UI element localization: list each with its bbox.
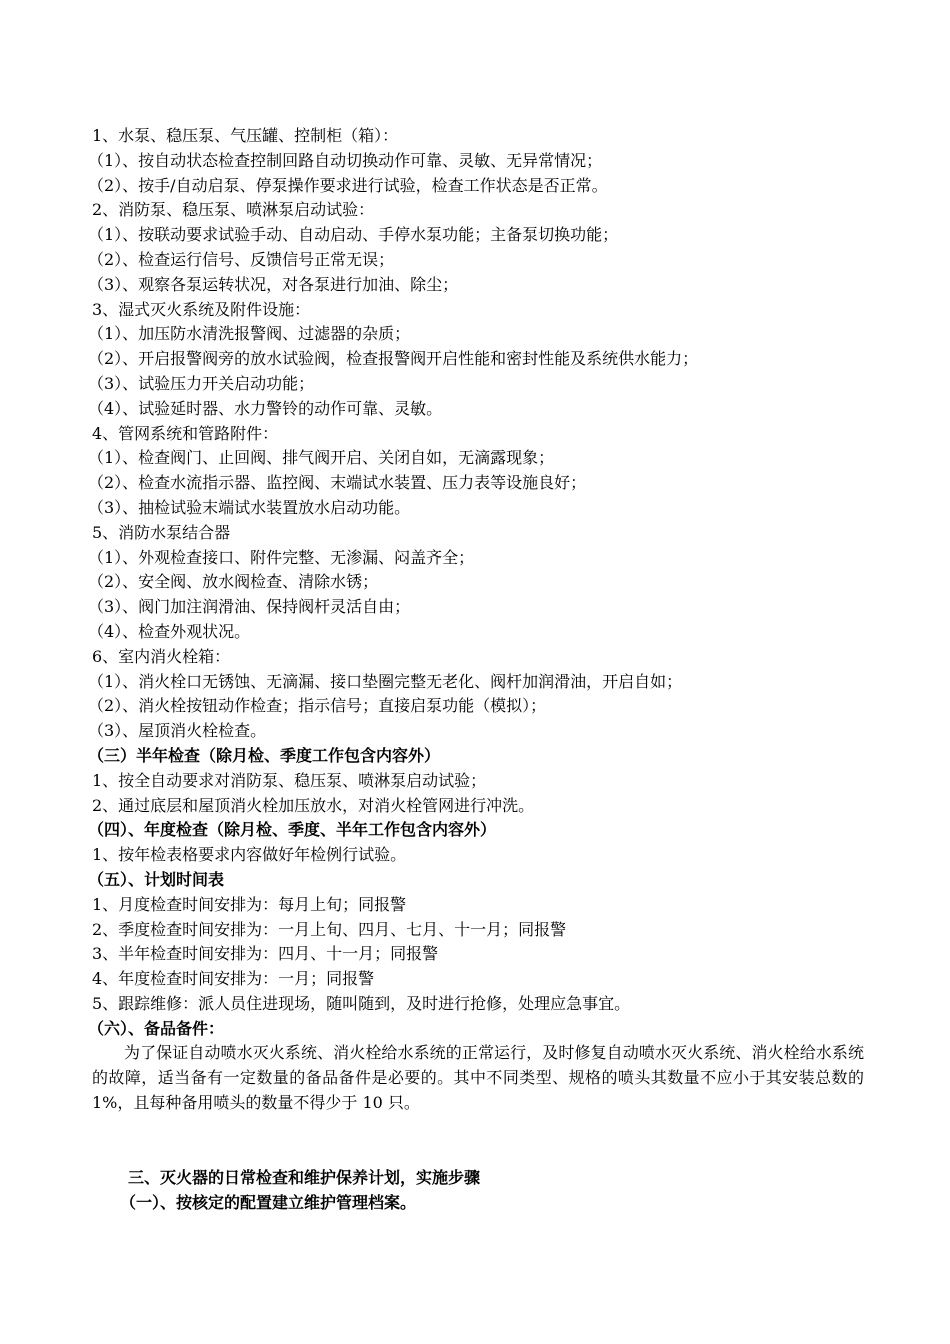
sub-item-line: （1）、加压防水清洗报警阀、过滤器的杂质； (88, 324, 411, 344)
document-body (88, 124, 864, 1116)
section-heading: （三）半年检查（除月检、季度工作包含内容外） (88, 745, 441, 765)
item-line: 3、湿式灭火系统及附件设施： (92, 299, 311, 319)
sub-item-line: （2）、检查运行信号、反馈信号正常无误； (88, 249, 395, 269)
item-line: 2、消防泵、稳压泵、喷淋泵启动试验： (92, 200, 375, 220)
sub-item-line: （1）、按自动状态检查控制回路自动切换动作可靠、灵敏、无异常情况； (88, 150, 603, 170)
item-line: 1、按全自动要求对消防泵、稳压泵、喷淋泵启动试验； (92, 770, 487, 790)
section-title: 三、灭火器的日常检查和维护保养计划，实施步骤 (128, 1168, 481, 1187)
sub-item-line: （3）、屋顶消火栓检查。 (88, 721, 267, 741)
section-heading: （五）、计划时间表 (88, 869, 225, 889)
item-line: 4、管网系统和管路附件： (92, 423, 279, 443)
section-three (120, 1166, 868, 1216)
section-heading: （六）、备品备件： (88, 1018, 225, 1038)
sub-item-line: （3）、观察各泵运转状况，对各泵进行加油、除尘； (88, 274, 459, 294)
sub-item-line: （1）、按联动要求试验手动、自动启动、手停水泵功能；主备泵切换功能； (88, 225, 619, 245)
sub-item-line: （4）、试验延时器、水力警铃的动作可靠、灵敏。 (88, 398, 443, 418)
item-line: 5、跟踪维修：派人员住进现场，随叫随到，及时进行抢修，处理应急事宜。 (92, 993, 631, 1013)
sub-item-line: （1）、检查阀门、止回阀、排气阀开启、关闭自如，无滴露现象； (88, 448, 555, 468)
sub-item-line: （4）、检查外观状况。 (88, 621, 251, 641)
sub-item-line: （2）、按手/自动启泵、停泵操作要求进行试验，检查工作状态是否正常。 (88, 175, 608, 195)
sub-item-line: （2）、检查水流指示器、监控阀、末端试水装置、压力表等设施良好； (88, 473, 587, 493)
item-line: 6、室内消火栓箱： (92, 646, 231, 666)
sub-item-line: （2）、消火栓按钮动作检查；指示信号；直接启泵功能（模拟）； (88, 696, 547, 716)
item-line: 5、消防水泵结合器 (92, 522, 231, 542)
item-line: 1、月度检查时间安排为：每月上旬；同报警 (92, 894, 407, 914)
sub-item-line: （3）、抽检试验末端试水装置放水启动功能。 (88, 497, 411, 517)
sub-item-line: （2）、安全阀、放水阀检查、清除水锈； (88, 572, 379, 592)
item-line: 1、按年检表格要求内容做好年检例行试验。 (92, 845, 407, 865)
item-line: 3、半年检查时间安排为：四月、十一月；同报警 (92, 944, 439, 964)
spare-parts-paragraph: 为了保证自动喷水灭火系统、消火栓给水系统的正常运行，及时修复自动喷水灭火系统、消火栓给水系统的故障，适当备有一定数量的备品备件是必要的。其中不同类型、规格的喷头其数量不应小于其安装总数的 1%，且每种备用喷头的数量不得少于 10 只。 (92, 1043, 864, 1113)
sub-item-line: （3）、试验压力开关启动功能； (88, 373, 315, 393)
section-subtitle: （一）、按核定的配置建立维护管理档案。 (120, 1192, 417, 1212)
sub-item-line: （1）、消火栓口无锈蚀、无滴漏、接口垫圈完整无老化、阀杆加润滑油，开启自如； (88, 671, 683, 691)
section-heading: （四）、年度检查（除月检、季度、半年工作包含内容外） (88, 820, 497, 840)
item-line: 1、水泵、稳压泵、气压罐、控制柜（箱）： (92, 126, 399, 145)
sub-item-line: （2）、开启报警阀旁的放水试验阀，检查报警阀开启性能和密封性能及系统供水能力； (88, 349, 699, 369)
item-line: 2、通过底层和屋顶消火栓加压放水，对消火栓管网进行冲洗。 (92, 795, 535, 815)
sub-item-line: （1）、外观检查接口、附件完整、无渗漏、闷盖齐全； (88, 547, 475, 567)
item-line: 2、季度检查时间安排为：一月上旬、四月、七月、十一月；同报警 (92, 919, 567, 939)
item-line: 4、年度检查时间安排为：一月；同报警 (92, 969, 375, 989)
sub-item-line: （3）、阀门加注润滑油、保持阀杆灵活自由； (88, 597, 411, 617)
